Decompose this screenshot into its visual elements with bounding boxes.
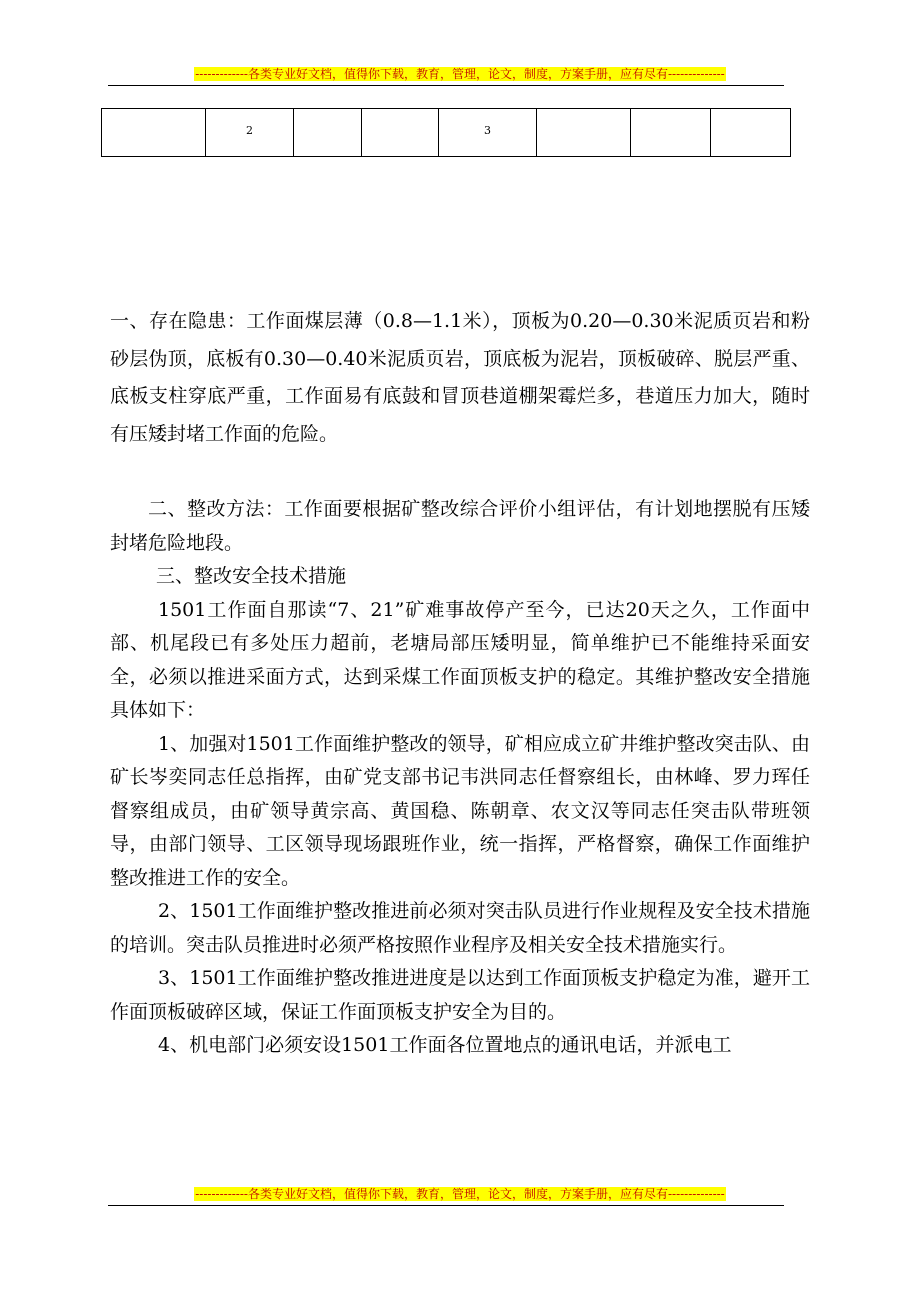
measure-item-4: 4、机电部门必须安设1501工作面各位置地点的通讯电话，并派电工 (158, 1034, 732, 1056)
intro-paragraph: 1501工作面自那读“7、21”矿难事故停产至今，已达20天之久，工作面中部、机尾段已有多处压力超前，老塘局部压矮明显，简单维护已不能维持采面安全，必须以推进采面方式，达到采煤工作面顶板支护的稳定。其维护整改安全措施具体如下： (110, 598, 810, 721)
measure-item-2: 2、1501工作面维护整改推进前必须对突击队员进行作业规程及安全技术措施的培训。突击队员推进时必须严格按照作业程序及相关安全技术措施实行。 (110, 900, 810, 956)
footer-rule (108, 1205, 784, 1206)
header-rule (108, 85, 784, 86)
measure-item-3: 3、1501工作面维护整改推进进度是以达到工作面顶板支护稳定为准，避开工作面顶板破碎区域，保证工作面顶板支护安全为目的。 (110, 967, 810, 1023)
table-cell (537, 109, 631, 157)
footer-banner: -------------各类专业好文档，值得你下载，教育，管理，论文，制度，方案手册，应有尽有-------------- (195, 1187, 725, 1201)
header-banner: -------------各类专业好文档，值得你下载，教育，管理，论文，制度，方案手册，应有尽有-------------- (195, 67, 725, 81)
table-cell (711, 109, 791, 157)
method-paragraph: 二、整改方法：工作面要根据矿整改综合评价小组评估，有计划地摆脱有压矮封堵危险地段。 (110, 498, 810, 554)
measure-item-1: 1、加强对1501工作面维护整改的领导，矿相应成立矿井维护整改突击队、由矿长岑奕同志任总指挥，由矿党支部书记韦洪同志任督察组长，由林峰、罗力珲任督察组成员，由矿领导黄宗高、黄国稳、陈朝章、农文汉等同志任突击队带班领导，由部门领导、工区领导现场跟班作业，统一指挥，严格督察，确保工作面维护整改推进工作的安全。 (110, 732, 810, 889)
table-cell (294, 109, 362, 157)
table-cell: 2 (206, 109, 294, 157)
hazard-section (110, 303, 810, 453)
table-cell (102, 109, 206, 157)
table-cell (362, 109, 439, 157)
table-cell (631, 109, 711, 157)
table-row (102, 109, 791, 157)
hazard-paragraph: 一、存在隐患：工作面煤层薄（0.8—1.1米），顶板为0.20—0.30米泥质页岩和粉砂层伪顶，底板有0.30—0.40米泥质页岩，顶底板为泥岩，顶板破碎、脱层严重、底板支柱穿底严重，工作面易有底鼓和冒顶巷道棚架霉烂多，巷道压力加大，随时有压矮封堵工作面的危险。 (110, 310, 810, 445)
table-cell: 3 (439, 109, 537, 157)
data-table (101, 108, 791, 157)
rectification-section (110, 493, 810, 1063)
measures-heading: 三、整改安全技术措施 (156, 565, 347, 587)
